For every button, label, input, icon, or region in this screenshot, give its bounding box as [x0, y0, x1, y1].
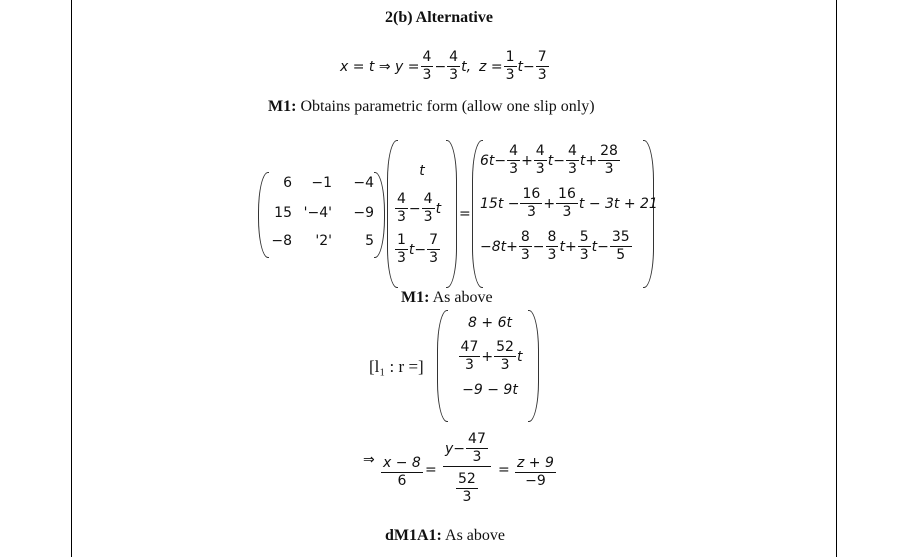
- frac-den: 3: [505, 67, 515, 83]
- product-row: 6t − $\frac{4}{3}$ + $\frac{4}{3}$ t − $\frac{4}{3}$ t + $\frac{28}{3}$: [480, 143, 618, 177]
- frac-num: 52: [458, 471, 476, 487]
- matrix-cell: '2': [315, 233, 332, 249]
- frac-num: 47: [460, 339, 479, 355]
- frac-num: 1: [505, 49, 515, 65]
- matrix-cell: 6: [283, 175, 292, 191]
- frac-den: 3: [472, 449, 482, 465]
- mark-note-1: [268, 98, 595, 116]
- equals-sign: =: [425, 462, 437, 478]
- product-term: 15t −: [480, 195, 520, 212]
- line-entry: 8 + 6t: [468, 315, 512, 331]
- vector-entry: t: [419, 163, 425, 179]
- frac-den: 3: [465, 357, 474, 373]
- parametric-equation: x = t ⇒ y = $\frac{4}{3}$ − $\frac{4}{3}$ t, z = $\frac{1}{3}$ t − $\frac{7}{3}$: [340, 49, 547, 83]
- equals-sign: =: [459, 206, 471, 222]
- mark-code: M1:: [401, 289, 430, 306]
- frac-den: 3: [422, 67, 432, 83]
- param-lhs: x = t ⇒ y =: [340, 58, 420, 75]
- heading: 2(b) Alternative: [385, 9, 493, 26]
- frac-num: z + 9: [517, 455, 554, 471]
- x-fraction: [380, 455, 424, 490]
- frac-den: 3: [537, 67, 547, 83]
- product-vector: [480, 143, 658, 264]
- matrix-cell: −8: [271, 233, 292, 249]
- frac-num: 47: [468, 431, 486, 447]
- frac-den: 3: [462, 489, 472, 505]
- parameter-vector: [394, 143, 450, 267]
- line-vector: [446, 315, 534, 398]
- mark-text: As above: [445, 527, 505, 544]
- frac-den: 3: [449, 67, 459, 83]
- vector-entry: $\frac{1}{3}$ t − $\frac{7}{3}$: [397, 232, 439, 266]
- frac-num: 4: [422, 49, 432, 65]
- frac-num: 16: [558, 186, 576, 202]
- matrix-cell: 5: [365, 233, 374, 249]
- plus-sign: +: [543, 195, 556, 212]
- matrix-cell: 15: [274, 205, 292, 221]
- line-entry: $\frac{47}{3}$ + $\frac{52}{3}$ t: [460, 339, 523, 373]
- frac-num: 16: [522, 186, 541, 202]
- param-t: t,: [461, 58, 472, 75]
- param-z: z =: [479, 58, 503, 75]
- product-row: [480, 186, 658, 221]
- frac-num: 7: [537, 49, 547, 65]
- mark-text: Obtains parametric form (allow one slip only): [300, 98, 595, 115]
- frac-num: 52: [496, 339, 514, 355]
- mark-note-2: [401, 289, 493, 307]
- y-fraction: y − $\frac{47}{3}$ $\frac{52}{3}$: [443, 431, 491, 506]
- mark-note-3: [385, 527, 505, 545]
- product-row: −8t + $\frac{8}{3}$ − $\frac{8}{3}$ t + $\frac{5}{3}$ t − $\frac{35}{5}$: [480, 229, 630, 263]
- vector-entry: $\frac{4}{3}$ − $\frac{4}{3}$ t: [397, 191, 442, 225]
- frac-num: 4: [449, 49, 459, 65]
- frac-num: x − 8: [383, 455, 421, 471]
- mark-code: dM1A1:: [385, 527, 442, 544]
- line-entry: −9 − 9t: [462, 382, 518, 398]
- frac-den: −9: [525, 473, 546, 489]
- line-label: [l₁ : r =]: [369, 357, 424, 376]
- matrix-cell: −1: [311, 175, 332, 191]
- mark-text: As above: [432, 289, 493, 306]
- product-term: t − 3t + 21: [578, 195, 658, 212]
- z-fraction: [514, 455, 557, 490]
- matrix-cell: '−4': [303, 205, 332, 221]
- frac-den: 3: [500, 357, 510, 373]
- frac-den: 3: [526, 204, 536, 220]
- frac-den: 6: [397, 473, 407, 489]
- matrix-cell: −9: [353, 205, 374, 221]
- matrix-cell: −4: [353, 175, 374, 191]
- mark-code: M1:: [268, 98, 297, 115]
- equals-sign: =: [498, 462, 510, 478]
- frac-den: 3: [562, 204, 572, 220]
- implies-arrow: ⇒: [363, 452, 375, 468]
